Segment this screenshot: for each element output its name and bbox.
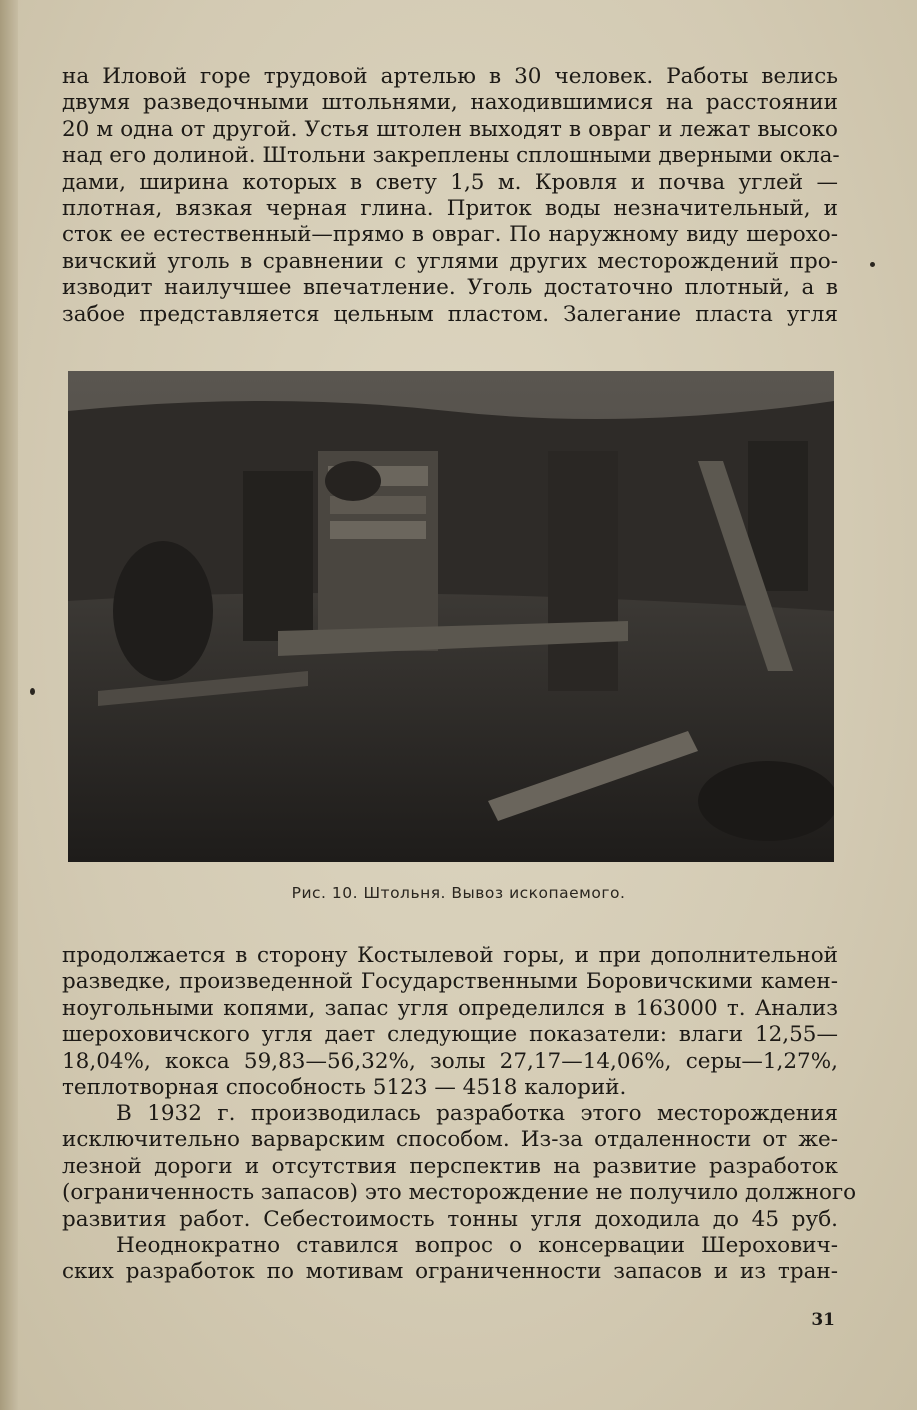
text-line: двумя разведочными штольнями, находившимися на расстоянии — [62, 90, 838, 116]
text-line: 18,04%, кокса 59,83—56,32%, золы 27,17—14,06%, серы—1,27%, — [62, 1048, 838, 1074]
paragraph-continuation — [62, 943, 838, 1101]
text-line: лезной дороги и отсутствия перспектив на развитие разработок — [62, 1153, 838, 1179]
text-line: изводит наилучшее впечатление. Уголь достаточно плотный, а в — [62, 275, 838, 301]
text-line: шероховичского угля дает следующие показатели: влаги 12,55— — [62, 1022, 838, 1048]
text-line: забое представляется цельным пластом. Залегание пласта угля — [62, 301, 838, 327]
text-line: ноугольными копями, запас угля определился в 163000 т. Анализ — [62, 995, 838, 1021]
paragraph-1932 — [62, 1101, 857, 1233]
text-line: ских разработок по мотивам ограниченности запасов и из тран- — [62, 1259, 838, 1285]
text-line: развития работ. Себестоимость тонны угля доходила до 45 руб. — [62, 1206, 838, 1232]
text-line: плотная, вязкая черная глина. Приток воды незначительный, и — [62, 196, 838, 222]
text-line: вичский уголь в сравнении с углями других месторождений про- — [62, 248, 838, 274]
text-line: над его долиной. Штольни закреплены сплошными дверными окла- — [62, 143, 840, 169]
text-line: (ограниченность запасов) это месторождение не получило должного — [62, 1180, 857, 1206]
text-line: продолжается в сторону Костылевой горы, и при дополнительной — [62, 943, 838, 968]
text-line: В 1932 г. производилась разработка этого месторождения — [116, 1101, 838, 1126]
paragraph-conservation — [62, 1233, 838, 1286]
mine-adit-photo — [68, 371, 834, 862]
figure-caption: Рис. 10. Штольня. Вывоз ископаемого. — [291, 884, 626, 902]
text-line: на Иловой горе трудовой артелью в 30 человек. Работы велись — [62, 64, 838, 89]
text-line: теплотворная способность 5123 — 4518 калорий. — [62, 1075, 627, 1101]
paper-speck — [870, 262, 875, 267]
paper-speck — [30, 688, 35, 695]
text-line: исключительно варварским способом. Из-за отдаленности от же- — [62, 1127, 838, 1153]
text-line: дами, ширина которых в свету 1,5 м. Кровля и почва углей — — [62, 169, 838, 195]
page-spine-shadow — [0, 0, 18, 1410]
text-line: разведке, произведенной Государственными Боровичскими камен- — [62, 969, 838, 995]
paragraph-top — [62, 64, 838, 328]
figure-photo — [68, 371, 834, 862]
text-line: Неоднократно ставился вопрос о консервации Шерохович- — [116, 1233, 838, 1258]
text-line: 20 м одна от другой. Устья штолен выходят в овраг и лежат высоко — [62, 116, 838, 142]
page-number: 31 — [811, 1310, 835, 1330]
text-line: сток ее естественный—прямо в овраг. По наружному виду шерохо- — [62, 222, 838, 248]
